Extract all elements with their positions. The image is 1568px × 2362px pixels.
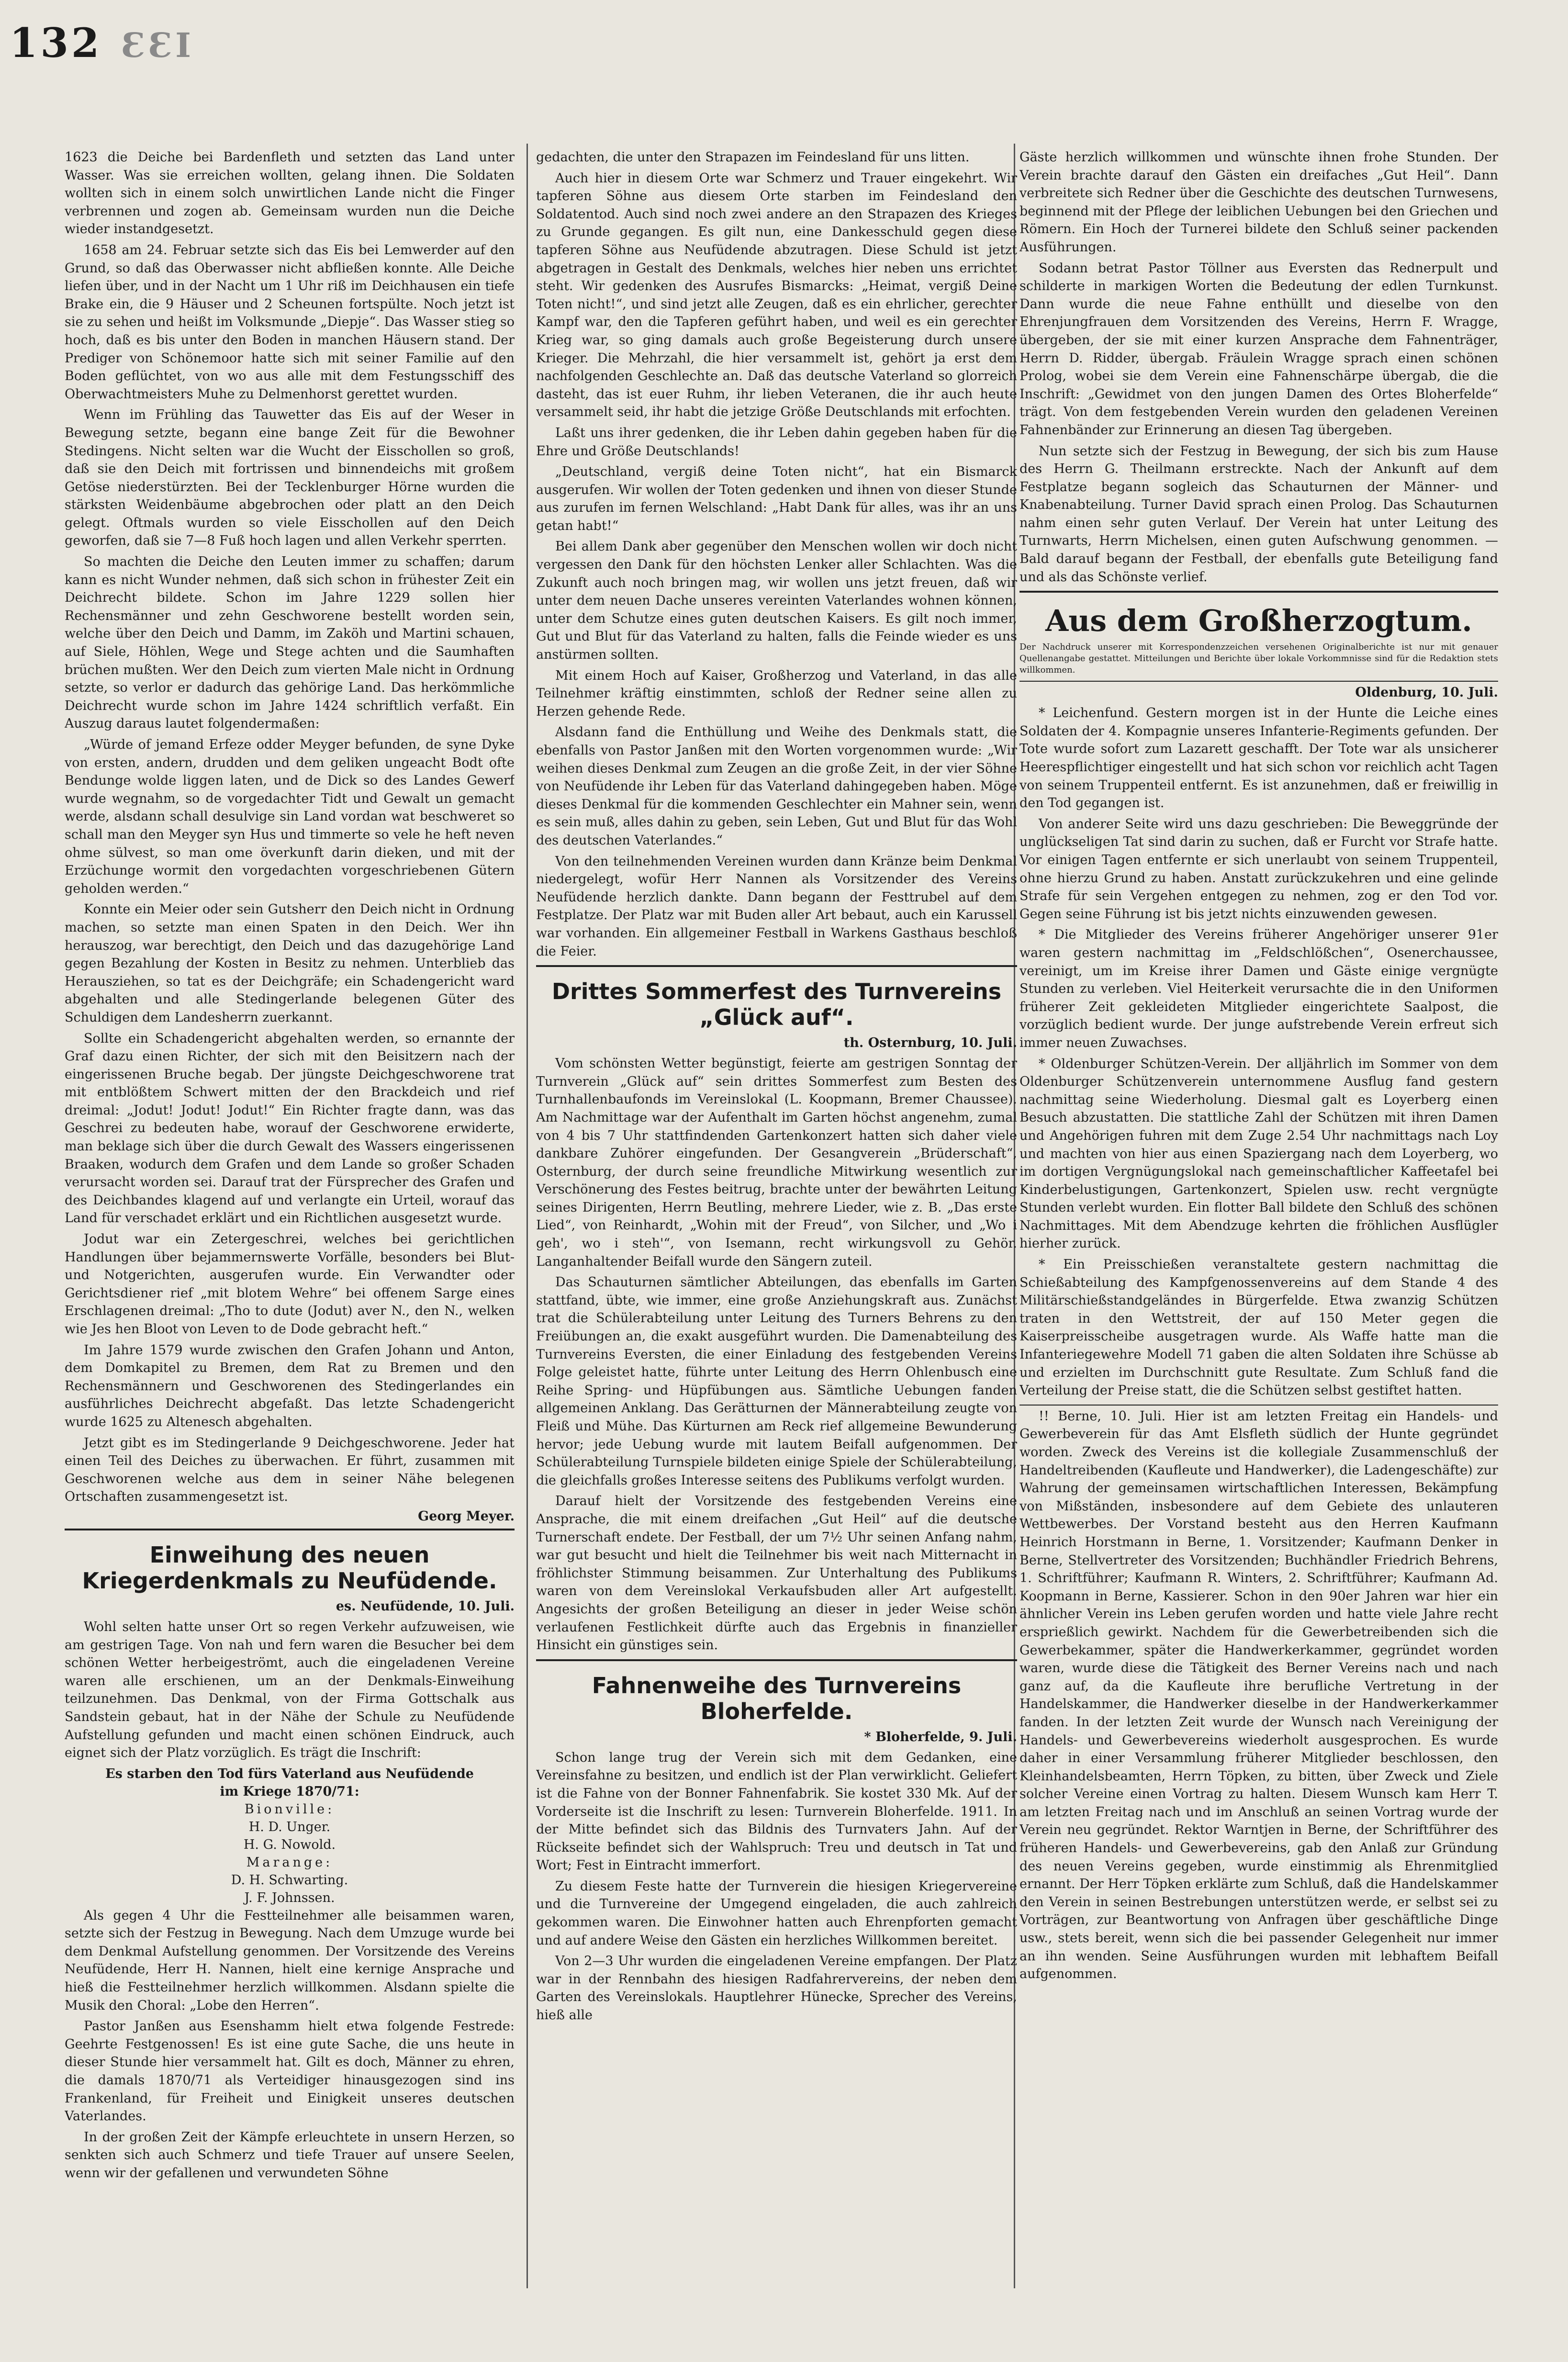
- article-headline: Fahnenweihe des Turnvereins Bloherfelde.: [592, 1672, 962, 1724]
- page-number: [10, 19, 194, 67]
- section-headline: Aus dem Großherzogtum.: [1045, 603, 1472, 639]
- paragraph: Schon lange trug der Verein sich mit dem Gedanken, eine Vereinsfahne zu besitzen, und endlich ist der Plan verwirklicht. Geliefert ist die Fahne von der Bonner Fahnenfabrik. Sie kostet 330 Mk. Auf der Vorderseite ist die Inschrift zu lesen: Turnverein Bloherfelde. 1911. In der Mitte befindet sich das Bildnis des Turnvaters Jahn. Auf der Rückseite befindet sich der Wahlspruch: Treu und deutsch in Tat und Wort; Fest in Eintracht immerfort.: [536, 1750, 1017, 1873]
- dateline: Oldenburg, 10. Juli.: [1355, 685, 1498, 700]
- paragraph: Auch hier in diesem Orte war Schmerz und Trauer eingekehrt. Wir tapferen Söhne aus diesem Orte starben im Feindesland den Soldatentod. Auch sind noch zwei andere an den Strapazen des Krieges zu Grunde gegangen. Es gilt nun, eine Dankesschuld gegen diese tapferen Söhne aus Neufüdende abzutragen. Diese Schuld ist jetzt abgetragen in Gestalt des Denkmals, welches hier neben uns errichtet steht. Wir gedenken des Ausrufes Bismarcks: „Heimat, vergiß Deine Toten nicht!“, und sind jetzt alle Zeugen, daß es ein ehrlicher, gerechter Kampf war, den die Tapferen geführt haben, und weil es ein gerechter Krieg war, so ging damals auch große Begeisterung durch unsere Krieger. Die Mehrzahl, die hier versammelt ist, gehört ja erst dem nachfolgenden Geschlechte an. Daß das deutsche Vaterland so glorreich dasteht, das ist euer Ruhm, ihr lieben Veteranen, die ihr auch heute versammelt seid, ihr habt die jetzige Größe Deutschlands mit erfochten.: [536, 170, 1017, 420]
- paragraph: Vom schönsten Wetter begünstigt, feierte am gestrigen Sonntag der Turnverein „Glück auf“ sein drittes Sommerfest zum Besten des Turnhallenbaufonds im Vereinslokal (L. Koopmann, Bremer Chaussee). Am Nachmittage war der Aufenthalt im Garten höchst angenehm, zumal von 4 bis 7 Uhr stattfindenden Gartenkonzert hatten sich daher viele dankbare Zuhörer eingefunden. Der Gesangverein „Brüderschaft“, Osternburg, der durch seine freundliche Mitwirkung wesentlich zur Verschönerung des Festes beitrug, brachte unter der bewährten Leitung seines Dirigenten, Herrn Beutling, mehrere Lieder, wie z. B. „Das erste Lied“, von Reinhardt, „Wohin mit der Freud“, von Silcher, und „Wo i geh', wo i steh'“, von Isemann, recht wirkungsvoll zu Gehör. Langanhaltender Beifall wurde den Sängern zuteil.: [536, 1056, 1017, 1269]
- paragraph: Pastor Janßen aus Esenshamm hielt etwa folgende Festrede: Geehrte Festgenossen! Es ist eine gute Sache, die uns heute in dieser Stunde hier versammelt hat. Gilt es doch, Männer zu ehren, die damals 1870/71 als Verteidiger hinausgezogen sind ins Frankenland, für Freiheit und Einigkeit unseres deutschen Vaterlandes.: [65, 2019, 515, 2124]
- paragraph: Alsdann fand die Enthüllung und Weihe des Denkmals statt, die ebenfalls von Pastor Janßen mit den Worten vorgenommen wurde: „Wir weihen dieses Denkmal zum Zeugen an die große Zeit, in der vier Söhne von Neufüdende ihr Leben für das Vaterland dahingegeben haben. Möge dieses Denkmal für die kommenden Geschlechter ein Mahner sein, wenn es sein muß, alles dahin zu geben, sein Leben, Gut und Blut für das Wohl des deutschen Vaterlandes.“: [536, 725, 1017, 848]
- paragraph: Bei allem Dank aber gegenüber den Menschen wollen wir doch nicht vergessen den Dank für den höchsten Lenker aller Schlachten. Was die Zukunft auch noch bringen mag, wir wollen uns jetzt freuen, daß wir unter dem neuen Dache unseres vereinten Vaterlandes wohnen können, unter dem Schutze eines guten deutschen Kaisers. Es gilt noch immer, Gut und Blut für das Vaterland zu halten, falls die Feinde wieder es uns anstürmen sollten.: [536, 539, 1017, 663]
- section-divider: [1019, 681, 1498, 682]
- paragraph: * Die Mitglieder des Vereins früherer Angehöriger unserer 91er waren gestern nachmittag im „Feldschlößchen“, Osenerchaussee, vereinigt, um im Kreise ihrer Damen und Gäste einige vergnügte Stunden zu verleben. Viel Heiterkeit verursachte die in den Uniformen früherer Zeit gekleideten Mitglieder eingerichtete Saalpost, die vorzüglich bedient wurde. Der junge aufstrebende Verein erfreut sich immer neuen Zuwachses.: [1019, 927, 1498, 1050]
- inscription-line: im Kriege 1870/71:: [220, 1784, 359, 1799]
- paragraph: Als gegen 4 Uhr die Festteilnehmer alle beisammen waren, setzte sich der Festzug in Bewegung. Nach dem Umzuge wurde bei dem Denkmal Aufstellung genommen. Der Vorsitzende des Vereins Neufüdende, Herr H. Nannen, hielt eine kernige Ansprache und hieß die Festteilnehmer herzlich willkommen. Alsdann spielte die Musik den Choral: „Lobe den Herren“.: [65, 1908, 515, 2013]
- paragraph: Im Jahre 1579 wurde zwischen den Grafen Johann und Anton, dem Domkapitel zu Bremen, dem Rat zu Bremen und den Rechensmännern und Geschworenen des Stedingerlandes ein ausführliches Deichrecht abgefaßt. Das letzte Schadengericht wurde 1625 zu Altenesch abgehalten.: [65, 1342, 515, 1429]
- paragraph: In der großen Zeit der Kämpfe erleuchtete in unsern Herzen, so senkten sich auch Schmerz und tiefe Trauer auf unsere Seelen, wenn wir der gefallenen und verwundeten Söhne: [65, 2129, 515, 2181]
- dateline: th. Osternburg, 10. Juli.: [843, 1035, 1017, 1051]
- article-divider: [536, 1659, 1017, 1661]
- paragraph: „Deutschland, vergiß deine Toten nicht“, hat ein Bismarck ausgerufen. Wir wollen der Toten gedenken und ihnen von dieser Stunde aus zurufen im fernen Welschland: „Habt Dank für alles, was ihr an uns getan habt!“: [536, 464, 1017, 533]
- article-divider: [1019, 1405, 1498, 1406]
- paragraph: So machten die Deiche den Leuten immer zu schaffen; darum kann es nicht Wunder nehmen, daß sich schon in frühester Zeit ein Deichrecht bildete. Schon im Jahre 1229 sollen hier Rechensmänner und zehn Geschworene bestellt worden sein, welche über den Deich und Damm, im Zaköh und Martini schauen, auf Siele, Höhlen, Wege und Stege achten und die Saumhaften brüchen mußten. Wer den Deich zum vierten Male nicht in Ordnung setzte, so verlor er dadurch das gehörige Land. Das herkömmliche Deichrecht wurde schon im Jahre 1424 schriftlich verfaßt. Ein Auszug daraus lautet folgendermaßen:: [65, 554, 515, 731]
- dateline: es. Neufüdende, 10. Juli.: [336, 1598, 515, 1614]
- paragraph: * Ein Preisschießen veranstaltete gestern nachmittag die Schießabteilung des Kampfgenossenvereins auf dem Stande 4 des Militärschießstandgeländes in Bürgerfelde. Etwa zwanzig Schützen traten in den Wettstreit, der auf 150 Meter gegen die Kaiserpreisscheibe ausgetragen wurde. Als Waffe hatte man die Infanteriegewehre Modell 71 gaben die alten Soldaten ihre Schüsse ab und erzielten im Durchschnitt gute Resultate. Zum Schluß fand die Verteilung der Preise statt, die die Schützen selbst gestiftet hatten.: [1019, 1257, 1498, 1398]
- article-headline: Drittes Sommerfest des Turnvereins „Glück auf“.: [551, 979, 1002, 1031]
- paragraph: „Würde of jemand Erfeze odder Meyger befunden, de syne Dyke von ersten, andern, drudden und dem geliken ungeacht Bodt ofte Bendunge wolde liggen laten, und de Dick so des Landes Gewerf wurde wegnahm, so de vorgedachter Tidt und Gewalt un gemacht werde, alsdann schall desulvige sin Land vordan wat beschweret so schall man den Meyger syn Hus und timmerte so vele he heft neven ohme sülvest, so man ome överkunft darin dieken, und mit der Erzüchunge wormit den vorgedachten vorgeschriebenen Gütern geholden werden.“: [65, 737, 515, 896]
- column-3: [1019, 148, 1498, 2331]
- paragraph: Jetzt gibt es im Stedingerlande 9 Deichgeschworene. Jeder hat einen Teil des Deiches zu überwachen. Er führt, zusammen mit Geschworenen welche aus dem in seiner Nähe belegenen Ortschaften zusammengesetzt ist.: [65, 1435, 515, 1505]
- inscription-line: D. H. Schwarting.: [231, 1872, 348, 1888]
- paragraph: Von den teilnehmenden Vereinen wurden dann Kränze beim Denkmal niedergelegt, wofür Herr Nannen als Vorsitzender des Vereins Neufüdende herzlich dankte. Dann begann der Festtrubel auf dem Festplatze. Der Platz war mit Buden aller Art bebaut, auch ein Karussell war vorhanden. Ein allgemeiner Festball in Warkens Gasthaus beschloß die Feier.: [536, 854, 1017, 959]
- column-1: [65, 148, 515, 2331]
- paragraph: Nun setzte sich der Festzug in Bewegung, der sich bis zum Hause des Herrn G. Theilmann erstreckte. Nach der Ankunft auf dem Festplatze begann sogleich das Schauturnen der Männer- und Knabenabteilung. Turner David sprach einen Prolog. Das Schauturnen nahm einen sehr guten Verlauf. Der Verein hat unter Leitung des Turnwarts, Herrn Michelsen, einen guten Aufschwung genommen. — Bald darauf begann der Festball, der ebenfalls gute Beteiligung fand und als das Schönste verlief.: [1019, 443, 1498, 585]
- paragraph: Wohl selten hatte unser Ort so regen Verkehr aufzuweisen, wie am gestrigen Tage. Von nah und fern waren die Besucher bei dem schönen Wetter herbeigeströmt, auch die eingeladenen Vereine waren alle erschienen, um an der Denkmals-Einweihung teilzunehmen. Das Denkmal, von der Firma Gottschalk aus Sandstein gebaut, hat in der Nähe der Schule zu Neufüdende Aufstellung gefunden und macht einen schönen Eindruck, auch eignet sich der Platz vorzüglich. Es trägt die Inschrift:: [65, 1619, 515, 1761]
- paragraph: !! Berne, 10. Juli. Hier ist am letzten Freitag ein Handels- und Gewerbeverein für das Amt Elsfleth südlich der Hunte gegründet worden. Zweck des Vereins ist die kollegiale Zusammenschluß der Handeltreibenden (Kaufleute und Handwerker), die Ladengeschäfte) zur Wahrung der gemeinsamen wirtschaftlichen Interessen, Bekämpfung von Mißständen, insbesondere auf dem Gebiete des unlauteren Wettbewerbes. Der Vorstand besteht aus den Herren Kaufmann Heinrich Horstmann in Berne, 1. Vorsitzender; Kaufmann Denker in Berne, Stellvertreter des Vorsitzenden; Buchhändler Friedrich Behrens, 1. Schriftführer; Kaufmann R. Winters, 2. Schriftführer; Kaufmann Ad. Koopmann in Berne, Kassierer. Schon in den 90er Jahren war hier ein ähnlicher Verein ins Leben gerufen worden und hatte viele Jahre recht ersprießlich gewirkt. Nachdem für die Gewerbetreibenden sich die Gewerbekammer, später die Handwerkerkammer, gegründet worden waren, wurde diese die Tätigkeit des Berner Vereins nach und nach ganz auf, da die Kaufleute ihre berufliche Vertretung in der Handelskammer, die Handwerker dieselbe in der Handwerkerkammer fanden. In der letzten Zeit wurde der Wunsch nach Vereinigung der Handels- und Gewerbevereins wiederholt ausgesprochen. Es wurde daher in einer Versammlung früherer Mitglieder beschlossen, den Kleinhandelsbeamten, Herrn Töpken, zu bitten, über Zweck und Ziele solcher Vereine einen Vortrag zu halten. Diesem Wunsch kam Herr T. am letzten Freitag nach und im Anschluß an seinen Vortrag wurde der Verein neu gegründet. Rektor Warntjen in Berne, der Schriftführer des früheren Handels- und Gewerbevereins, gab den Anlaß zur Gründung des neuen Vereins gegeben, wurde einstimmig als Ehrenmitglied ernannt. Der Herr Töpken erklärte zum Schluß, daß die Handelskammer den Verein in seinen Bestrebungen unterstützen werde, er selbst sei zu Vorträgen, zur Beantwortung von Anfragen über geschäftliche Dinge usw., stets bereit, wenn sich die bei passender Gelegenheit nur immer an ihn wenden. Seine Ausführungen wurden mit lebhaftem Beifall aufgenommen.: [1019, 1408, 1498, 1982]
- paragraph: Laßt uns ihrer gedenken, die ihr Leben dahin gegeben haben für die Ehre und Größe Deutschlands!: [536, 425, 1017, 459]
- article-divider: [65, 1529, 515, 1530]
- paragraph: gedachten, die unter den Strapazen im Feindesland für uns litten.: [536, 150, 970, 165]
- paragraph: 1623 die Deiche bei Bardenfleth und setzten das Land unter Wasser. Was sie erreichen wollten, gelang ihnen. Die Soldaten wollten sich in einem solch unwirtlichen Lande nicht die Finger verbrennen und zogen ab. Gemeinsam wurden nun die Deiche wieder instandgesetzt.: [65, 150, 515, 237]
- paragraph: Zu diesem Feste hatte der Turnverein die hiesigen Kriegervereine und die Turnvereine der Umgegend eingeladen, die auch zahlreich gekommen waren. Die Einwohner hatten auch Ehrenpforten gemacht und auf andere Weise den Gästen ein herzliches Willkommen bereitet.: [536, 1878, 1017, 1948]
- inscription-line: Bionville:: [244, 1801, 335, 1817]
- page-number-showthrough: ƐƐI: [121, 25, 194, 65]
- column-2: [536, 148, 1017, 2331]
- inscription-line: Marange:: [246, 1855, 333, 1870]
- paragraph: Von anderer Seite wird uns dazu geschrieben: Die Beweggründe der unglückseligen Tat sind darin zu suchen, daß er Furcht vor Strafe hatte. Vor einigen Tagen entfernte er sich unerlaubt von seinem Truppenteil, ohne hierzu Grund zu haben. Anstatt zurückzukehren und eine gelinde Strafe für sein Vergehen entgegen zu nehmen, zog er den Tod vor. Gegen seine Führung ist bis jetzt nichts einzuwenden gewesen.: [1019, 816, 1498, 922]
- paragraph: Konnte ein Meier oder sein Gutsherr den Deich nicht in Ordnung machen, so setzte man einen Spaten in den Deich. Wer ihn herauszog, war berechtigt, den Deich und das dazugehörige Land gegen Bezahlung der Kosten in Besitz zu nehmen. Unterblieb das Herausziehen, so tat es der Deichgräfe; ein Schadengericht ward abgehalten und alle Stedingerlande belegenen Güter des Schuldigen dem Landesherrn zuerkannt.: [65, 902, 515, 1025]
- paragraph: 1658 am 24. Februar setzte sich das Eis bei Lemwerder auf den Grund, so daß das Oberwasser nicht abfließen konnte. Alle Deiche liefen über, und in der Nacht um 1 Uhr riß im Deichhausen ein tiefe Brake ein, die 9 Häuser und 2 Scheunen fortspülte. Noch jetzt ist sie zu sehen und heißt im Volksmunde „Diepje“. Das Wasser stieg so hoch, daß es bis unter den Boden in manchen Häusern stand. Der Prediger von Schönemoor hatte sich mit seiner Familie auf den Boden geflüchtet, von wo aus alle mit dem Festungsschiff des Oberwachtmeisters Muhe zu Delmenhorst gerettet wurden.: [65, 242, 515, 402]
- inscription-line: H. G. Nowold.: [243, 1837, 336, 1852]
- article-signature: Georg Meyer.: [418, 1508, 515, 1524]
- paragraph: Sodann betrat Pastor Töllner aus Eversten das Rednerpult und schilderte in markigen Worten die Bedeutung der edlen Turnkunst. Dann wurde die neue Fahne enthüllt und dieselbe von den Ehrenjungfrauen dem Vorsitzenden des Vereins, Herrn F. Wragge, übergeben, der sie mit einer kurzen Ansprache dem Fahnenträger, Herrn D. Ridder, übergab. Fräulein Wragge sprach einen schönen Prolog, wobei sie dem Verein eine Fahnenschärpe übergab, die die Inschrift: „Gewidmet von den jungen Damen des Ortes Bloherfelde“ trägt. Von dem festgebenden Verein wurden den geladenen Vereinen Fahnenbänder zur Erinnerung an diesen Tag übergeben.: [1019, 260, 1498, 438]
- paragraph: * Oldenburger Schützen-Verein. Der alljährlich im Sommer von dem Oldenburger Schützenverein unternommene Ausflug fand gestern nachmittag seine Wiederholung. Diesmal galt es Loyerberg einen Besuch abzustatten. Die stattliche Zahl der Schützen mit ihren Damen und Angehörigen fuhren mit dem Zuge 2.54 Uhr nachmittags nach Loy und machten von hier aus einen Spaziergang nach dem Loyerberg, wo im dortigen Vergnügungslokal nach gemeinschaftlicher Kaffeetafel bei Kinderbelustigungen, Gartenkonzert, Spielen usw. recht vergnügte Stunden verlebt wurden. Ein flotter Ball bildete den Schluß des schönen Nachmittages. Mit dem Abendzuge kehrten die fröhlichen Ausflügler hierher zurück.: [1019, 1056, 1498, 1251]
- paragraph: Darauf hielt der Vorsitzende des festgebenden Vereins eine Ansprache, die mit einem dreifachen „Gut Heil“ auf die deutsche Turnerschaft endete. Der Festball, der um 7½ Uhr seinen Anfang nahm, war gut besucht und hielt die Teilnehmer bis weit nach Mitternacht in fröhlichster Stimmung beisammen. Zur Unterhaltung des Publikums waren von dem Vereinslokal Verkaufsbuden aller Art aufgestellt. Angesichts der großen Beteiligung an dieser in jeder Weise schön verlaufenen Festlichkeit dürfte auch das Ergebnis in finanzieller Hinsicht ein günstiges sein.: [536, 1494, 1017, 1653]
- inscription-line: J. F. Johnssen.: [244, 1890, 335, 1905]
- paragraph: Wenn im Frühling das Tauwetter das Eis auf der Weser in Bewegung setzte, begann eine bange Zeit für die Bewohner Stedingens. Nicht selten war die Wucht der Eisschollen so groß, daß sie den Deich mit fortrissen und binnendeichs mit großem Getöse niederstürzten. Bei der Tecklenburger Hörne wurden die stärksten Weidenbäume abgebrochen oder platt an den Deich gelegt. Oftmals wurden so viele Eisschollen auf den Deich geworfen, daß sie 7—8 Fuß hoch lagen und allen Verkehr sperrten.: [65, 407, 515, 549]
- paragraph: Jodut war ein Zetergeschrei, welches bei gerichtlichen Handlungen über bejammernswerte Vorfälle, besonders bei Blut- und Notgerichten, ausgerufen wurde. Ein Verwandter oder Gerichtsdiener rief „mit blotem Wehre“ bei offenem Sarge eines Erschlagenen dreimal: „Tho to dute (Jodut) aver N., den N., welken wie Jes hen Bloot von Leven to de Dode gebracht heft.“: [65, 1232, 515, 1337]
- inscription-line: Es starben den Tod fürs Vaterland aus Neufüdende: [105, 1766, 474, 1781]
- paragraph: Sollte ein Schadengericht abgehalten werden, so ernannte der Graf dazu einen Richter, der sich mit den Beisitzern nach der eingerissenen Bruche begab. Der jüngste Deichgeschworene trat mit entblößtem Schwert mitten der den Brackdeich und rief dreimal: „Jodut! Jodut! Jodut!“ Ein Richter fragte dann, was das Geschrei zu bedeuten habe, worauf der Geschworene erwiderte, man beklage sich über die durch Gewalt des Wassers eingerissenen Braaken, wodurch dem Grafen und dem Lande so großer Schaden verursacht worden sei. Darauf trat der Fürsprecher des Grafen und des Deichbandes klagend auf und verlangte ein Urteil, worauf das Land für verschadet erklärt und ein Richtlichen ausgesetzt wurde.: [65, 1031, 515, 1226]
- inscription-line: H. D. Unger.: [248, 1819, 331, 1834]
- paragraph: * Leichenfund. Gestern morgen ist in der Hunte die Leiche eines Soldaten der 4. Kompagnie unseres Infanterie-Regiments gefunden. Der Tote wurde sofort zum Lazarett geschafft. Der Tote war als unsicherer Heerespflichtiger eingestellt und hat sich schon vor reichlich acht Tagen von seinem Truppenteil entfernt. Es ist anzunehmen, daß er freiwillig in den Tod gegangen ist.: [1019, 706, 1498, 811]
- article-divider: [536, 965, 1017, 967]
- paragraph: Mit einem Hoch auf Kaiser, Großherzog und Vaterland, in das alle Teilnehmer kräftig einstimmten, schloß der Redner seine allen zu Herzen gehende Rede.: [536, 668, 1017, 719]
- article-headline: Einweihung des neuen Kriegerdenkmals zu Neufüdende.: [82, 1541, 497, 1594]
- column-rule: [526, 144, 528, 2288]
- section-divider: [1019, 591, 1498, 593]
- paragraph: Von 2—3 Uhr wurden die eingeladenen Vereine empfangen. Der Platz war in der Rennbahn des hiesigen Radfahrervereins, der neben dem Garten des Vereinslokals. Hauptlehrer Hünecke, Sprecher des Vereins, hieß alle: [536, 1954, 1017, 2023]
- dateline: * Bloherfelde, 9. Juli.: [864, 1729, 1017, 1744]
- page-number-text: 132: [10, 19, 102, 67]
- section-note: Der Nachdruck unserer mit Korrespondenzzeichen versehenen Originalberichte ist nur mit genauer Quellenangabe gestattet. Mitteilungen und Berichte über lokale Vorkommnisse sind für die Redaktion stets willkommen.: [1019, 642, 1498, 675]
- paragraph: Gäste herzlich willkommen und wünschte ihnen frohe Stunden. Der Verein brachte darauf den Gästen ein dreifaches „Gut Heil“. Dann verbreitete sich Redner über die Geschichte des deutschen Turnwesens, beginnend mit der Pflege der leiblichen Uebungen bei den Griechen und Römern. Ein Hoch der Turnerei bildete den Schluß seiner packenden Ausführungen.: [1019, 150, 1498, 255]
- paragraph: Das Schauturnen sämtlicher Abteilungen, das ebenfalls im Garten stattfand, übte, wie immer, eine große Anziehungskraft aus. Zunächst trat die Schülerabteilung unter Leitung des Turners Behrens zu den Freiübungen an, die exakt ausgeführt wurden. Die Damenabteilung des Turnvereins Eversten, die einer Einladung des festgebenden Vereins Folge geleistet hatte, führte unter Leitung des Herrn Ohlenbusch eine Reihe Spring- und Hüpfübungen aus. Sämtliche Uebungen fanden allgemeinen Anklang. Das Gerätturnen der Männerabteilung zeugte von Fleiß und Mühe. Das Kürturnen am Reck rief allgemeine Bewunderung hervor; jede Uebung wurde mit lautem Beifall aufgenommen. Der Schülerabteilung Turnspiele bildeten einige Spiele der Schülerabteilung, die gleichfalls großes Interesse seitens des Publikums verfolgt wurden.: [536, 1275, 1017, 1488]
